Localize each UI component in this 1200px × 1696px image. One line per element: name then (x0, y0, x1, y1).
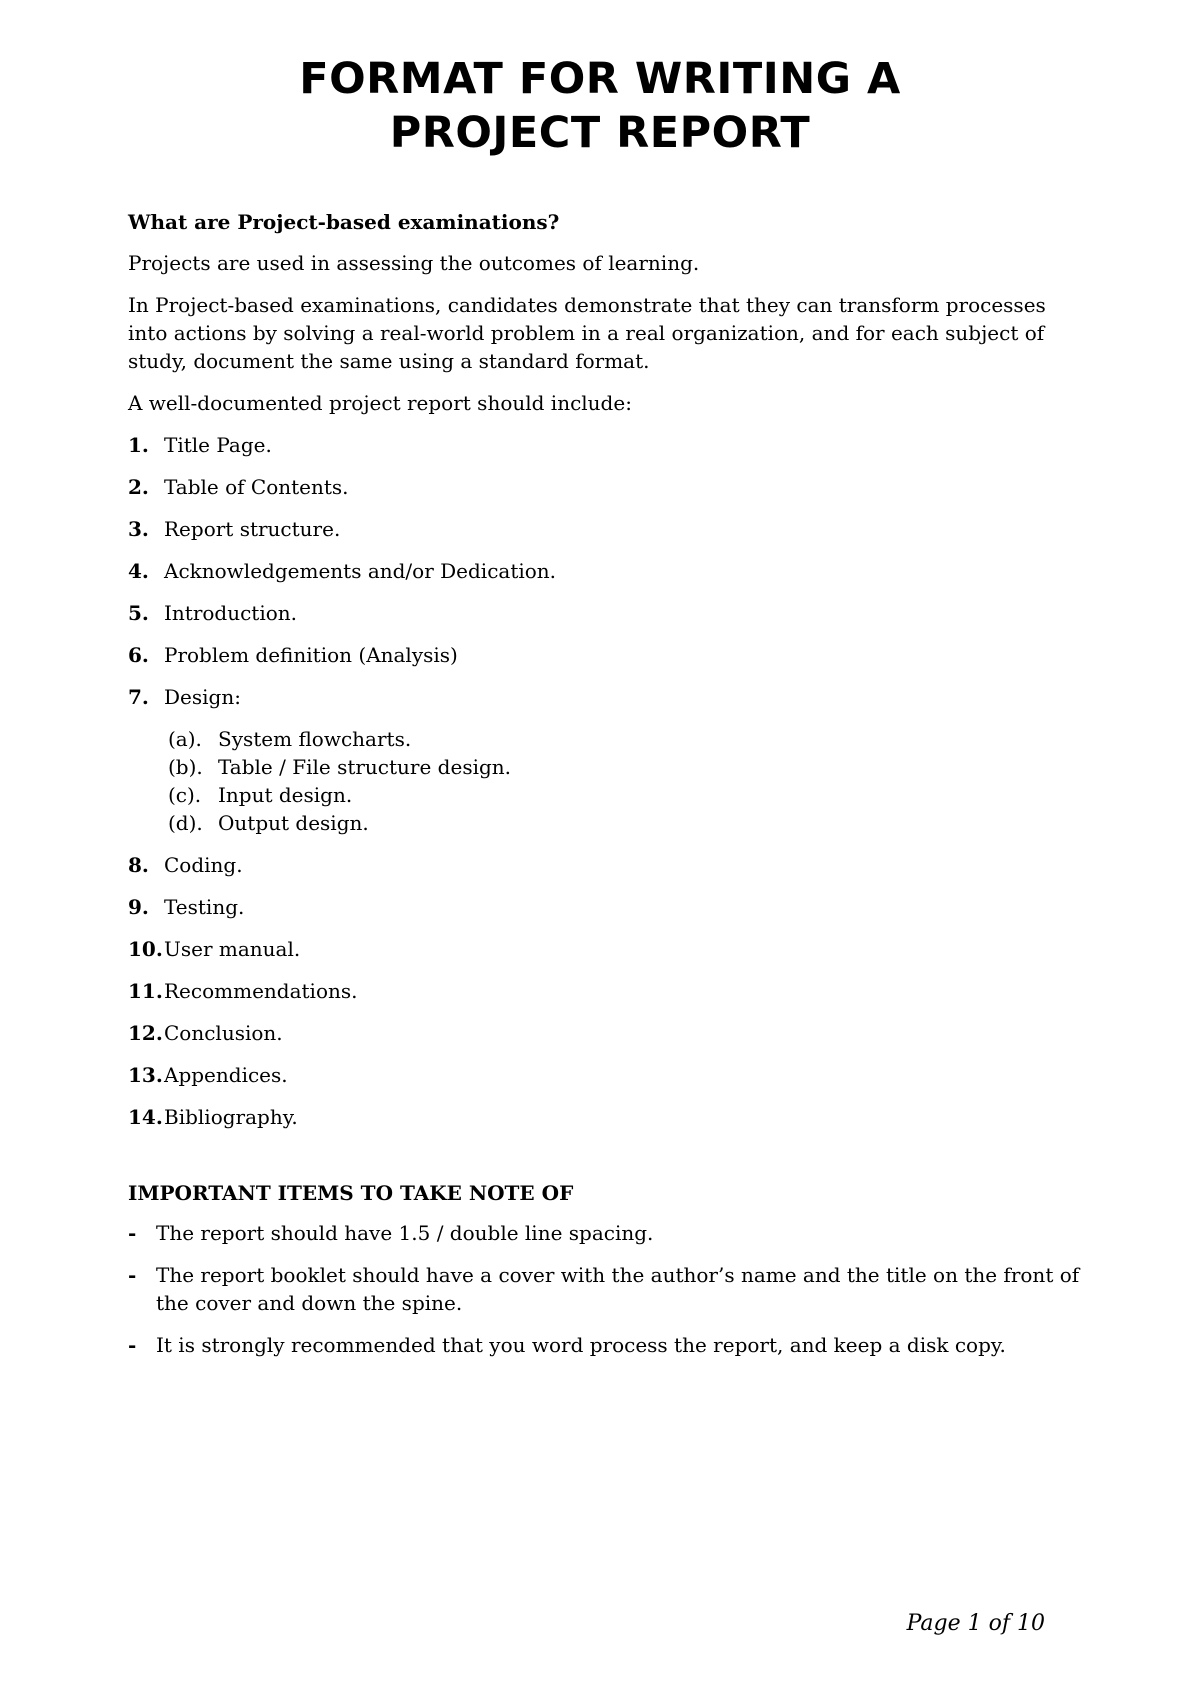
list-item: 13. Appendices. (128, 1063, 288, 1087)
report-contents-list (128, 431, 1088, 1131)
document-title (0, 52, 1200, 160)
sublist-item: (a). System flowcharts. (168, 727, 412, 751)
sublist-item: (d). Output design. (168, 811, 369, 835)
list-item: 12. Conclusion. (128, 1021, 283, 1045)
list-item: 4. Acknowledgements and/or Dedication. (128, 559, 557, 583)
list-item: 5. Introduction. (128, 601, 298, 625)
note-item: - The report should have 1.5 / double line spacing. (128, 1221, 654, 1245)
notes-heading: IMPORTANT ITEMS TO TAKE NOTE OF (128, 1181, 574, 1205)
document-body (128, 208, 1088, 1373)
title-line-2: PROJECT REPORT (389, 108, 811, 158)
section-heading: What are Project-based examinations? (128, 210, 560, 234)
list-item: 6. Problem definition (Analysis) (128, 643, 458, 667)
paragraph-3: A well-documented project report should include: (128, 391, 632, 415)
note-item: - The report booklet should have a cover with the author’s name and the title on the front of the cover and down the spine. (128, 1263, 1080, 1315)
list-item: 3. Report structure. (128, 517, 341, 541)
list-item: 14. Bibliography. (128, 1105, 298, 1129)
paragraph-2: In Project-based examinations, candidates demonstrate that they can transform processes into actions by solving a real-world problem in a real organization, and for each subject of study, document the same using a standard format. (128, 293, 1046, 373)
list-item: 8. Coding. (128, 853, 243, 877)
sublist-item: (c). Input design. (168, 783, 353, 807)
list-item: 1. Title Page. (128, 433, 272, 457)
note-item: - It is strongly recommended that you word process the report, and keep a disk copy. (128, 1333, 1006, 1357)
design-sublist (164, 725, 1088, 837)
sublist-item: (b). Table / File structure design. (168, 755, 512, 779)
list-item: 10. User manual. (128, 937, 301, 961)
list-item: 9. Testing. (128, 895, 245, 919)
list-item-design: 7. Design: (a). System flowcharts. (b). Table / File structure design. (c). Input design. (d). Output design. (128, 683, 1088, 837)
page-number: Page 1 of 10 (906, 1611, 1045, 1636)
notes-list (128, 1219, 1088, 1359)
list-item: 2. Table of Contents. (128, 475, 349, 499)
paragraph-1: Projects are used in assessing the outcomes of learning. (128, 251, 700, 275)
list-item: 11. Recommendations. (128, 979, 358, 1003)
title-line-1: FORMAT FOR WRITING A (299, 54, 901, 104)
